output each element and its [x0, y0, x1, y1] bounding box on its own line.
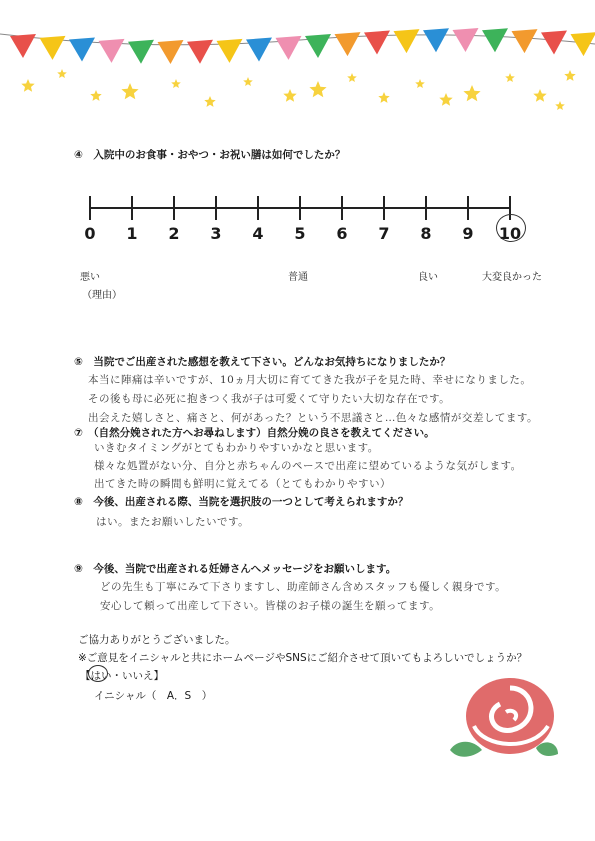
leaf-left [450, 742, 482, 757]
rose-illustration [440, 668, 560, 778]
q4-title: ④ 入院中のお食事・おやつ・お祝い膳は如何でしたか？ [74, 149, 346, 161]
initials-label: イニシャル（ A．S ） [94, 690, 213, 702]
q8-title: ⑧ 今後、出産される際、当院を選択肢の一つとして考えられますか？ [74, 496, 409, 508]
selected-circle [496, 214, 526, 242]
scale-number-9: 9 [462, 224, 474, 243]
label-bad: 悪い [80, 272, 100, 283]
scale-tick-5 [299, 196, 301, 220]
scale-number-5: 5 [294, 224, 306, 243]
scale-number-8: 8 [420, 224, 432, 243]
scale-tick-4 [257, 196, 259, 220]
scale-tick-0 [89, 196, 91, 220]
scale-tick-2 [173, 196, 175, 220]
scale-tick-1 [131, 196, 133, 220]
scale-number-1: 1 [126, 224, 138, 243]
q7-answer-line-3: 出てきた時の瞬間も鮮明に覚えてる（とてもわかりやすい） [94, 478, 391, 490]
q5-answer-line-2: その後も母に必死に抱きつく我が子は可愛くて守りたい大切な存在です。 [88, 393, 451, 405]
q9-title: ⑨ 今後、当院で出産される妊婦さんへメッセージをお願いします。 [74, 563, 397, 575]
consent-options: 【はい・いいえ】 [80, 670, 164, 682]
consent-selected-circle [88, 665, 108, 682]
q7-title: ⑦ （自然分娩された方へお尋ねします）自然分娩の良さを教えてください。 [74, 427, 435, 439]
scale-number-10: 10 [498, 224, 522, 243]
scale-tick-7 [383, 196, 385, 220]
scale-number-4: 4 [252, 224, 264, 243]
leaf-right [536, 742, 558, 756]
scale-tick-6 [341, 196, 343, 220]
q5-title: ⑤ 当院でご出産された感想を教えて下さい。どんなお気持ちになりましたか？ [74, 356, 451, 368]
label-very-good: 大変良かった [482, 272, 542, 283]
q7-answer-line-2: 様々な処置がない分、自分と赤ちゃんのペースで出産に望めているような気がします。 [94, 460, 522, 472]
q9-answer-line-2: 安心して頼って出産して下さい。皆様のお子様の誕生を願ってます。 [100, 600, 441, 612]
thanks-text: ご協力ありがとうございました。 [78, 634, 236, 646]
scale-number-6: 6 [336, 224, 348, 243]
q5-answer-line-1: 本当に陣痛は辛いですが、10ヵ月大切に育ててきた我が子を見た時、幸せになりました。 [88, 374, 532, 386]
label-normal: 普通 [288, 272, 308, 283]
q9-answer-line-1: どの先生も丁寧にみて下さりますし、助産師さん含めスタッフも優しく親身です。 [100, 581, 507, 593]
scale-tick-9 [467, 196, 469, 220]
scale-number-2: 2 [168, 224, 180, 243]
consent-question: ※ご意見をイニシャルと共にホームページやSNSにご紹介させて頂いてもよろしいでしょうか？ [78, 652, 528, 664]
scale-number-7: 7 [378, 224, 390, 243]
scale-tick-8 [425, 196, 427, 220]
reason-label: （理由） [82, 290, 122, 301]
q5-answer-line-3: 出会えた嬉しさと、痛さと、何があった？という不思議さと…色々な感情が交差してます。 [88, 412, 539, 424]
scale-number-3: 3 [210, 224, 222, 243]
scale-number-0: 0 [84, 224, 96, 243]
q8-answer: はい。またお願いしたいです。 [96, 516, 250, 528]
q7-answer-line-1: いきむタイミングがとてもわかりやすいかなと思います。 [94, 442, 379, 454]
rating-scale [0, 0, 595, 300]
label-good: 良い [418, 272, 438, 283]
scale-tick-3 [215, 196, 217, 220]
